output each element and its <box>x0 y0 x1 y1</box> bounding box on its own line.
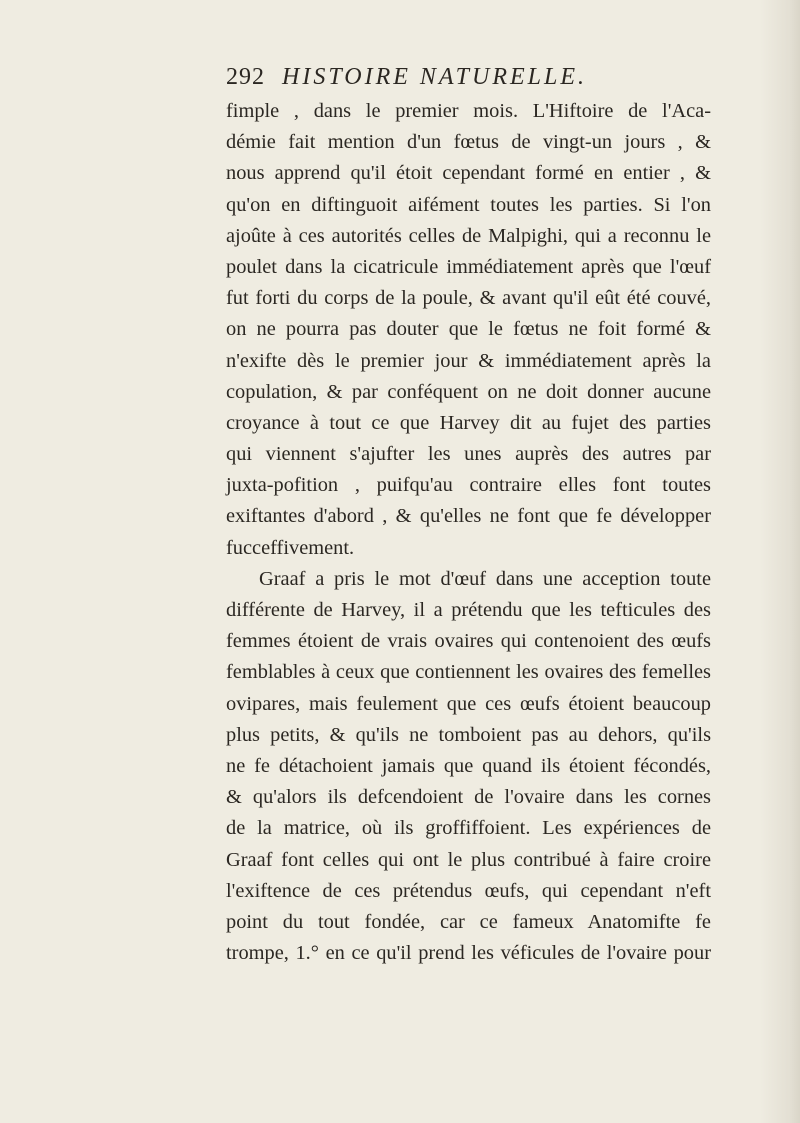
text-line: ovipares, mais feulement que ces œufs étoient beaucoup <box>226 692 711 715</box>
text-line: démie fait mention d'un fœtus de vingt-un jours , & <box>226 131 711 154</box>
text-line: poulet dans la cicatricule immédiatement après que l'œuf <box>226 255 711 278</box>
text-line: ne fe détachoient jamais que quand ils étoient fécondés, <box>226 754 711 777</box>
text-line: femblables à ceux que contiennent les ovaires des femelles <box>226 661 711 684</box>
text-line: n'exifte dès le premier jour & immédiatement après la <box>226 349 711 372</box>
text-line: trompe, 1.° en ce qu'il prend les véficules de l'ovaire pour <box>226 942 711 965</box>
text-line: & qu'alors ils defcendoient de l'ovaire dans les cornes <box>226 786 711 809</box>
text-line: croyance à tout ce que Harvey dit au fujet des parties <box>226 411 711 434</box>
text-line: différente de Harvey, il a prétendu que les tefticules des <box>226 599 711 621</box>
text-line: qu'on en diftinguoit aifément toutes les parties. Si l'on <box>226 193 711 216</box>
text-line: qui viennent s'ajufter les unes auprès des autres par <box>226 443 711 466</box>
running-title: HISTOIRE NATURELLE. <box>282 64 588 90</box>
text-line: femmes étoient de vrais ovaires qui contenoient des œufs <box>226 630 711 653</box>
page-header <box>226 64 646 96</box>
text-line: Graaf a pris le mot d'œuf dans une acception toute <box>259 567 711 590</box>
text-line: exiftantes d'abord , & qu'elles ne font que fe développer <box>226 505 711 528</box>
text-line: fucceffivement. <box>226 536 355 559</box>
text-line: on ne pourra pas douter que le fœtus ne foit formé & <box>226 318 711 341</box>
text-line: juxta-pofition , puifqu'au contraire elles font toutes <box>226 474 711 497</box>
text-line: fut forti du corps de la poule, & avant qu'il eût été couvé, <box>226 287 711 310</box>
text-line: plus petits, & qu'ils ne tomboient pas au dehors, qu'ils <box>226 723 711 746</box>
text-line: point du tout fondée, car ce fameux Anatomifte fe <box>226 910 711 933</box>
text-line: fimple , dans le premier mois. L'Hiftoire de l'Aca- <box>226 100 711 122</box>
text-line: copulation, & par conféquent on ne doit donner aucune <box>226 380 711 403</box>
text-line: Graaf font celles qui ont le plus contribué à faire croire <box>226 848 711 871</box>
text-line: nous apprend qu'il étoit cependant formé en entier , & <box>226 162 711 185</box>
text-line: de la matrice, où ils groffiffoient. Les expériences de <box>226 817 711 840</box>
text-line: ajoûte à ces autorités celles de Malpighi, qui a reconnu le <box>226 224 711 247</box>
page-number: 292 <box>226 64 265 90</box>
text-line: l'exiftence de ces prétendus œufs, qui cependant n'eft <box>226 879 711 902</box>
body-text <box>226 96 711 969</box>
